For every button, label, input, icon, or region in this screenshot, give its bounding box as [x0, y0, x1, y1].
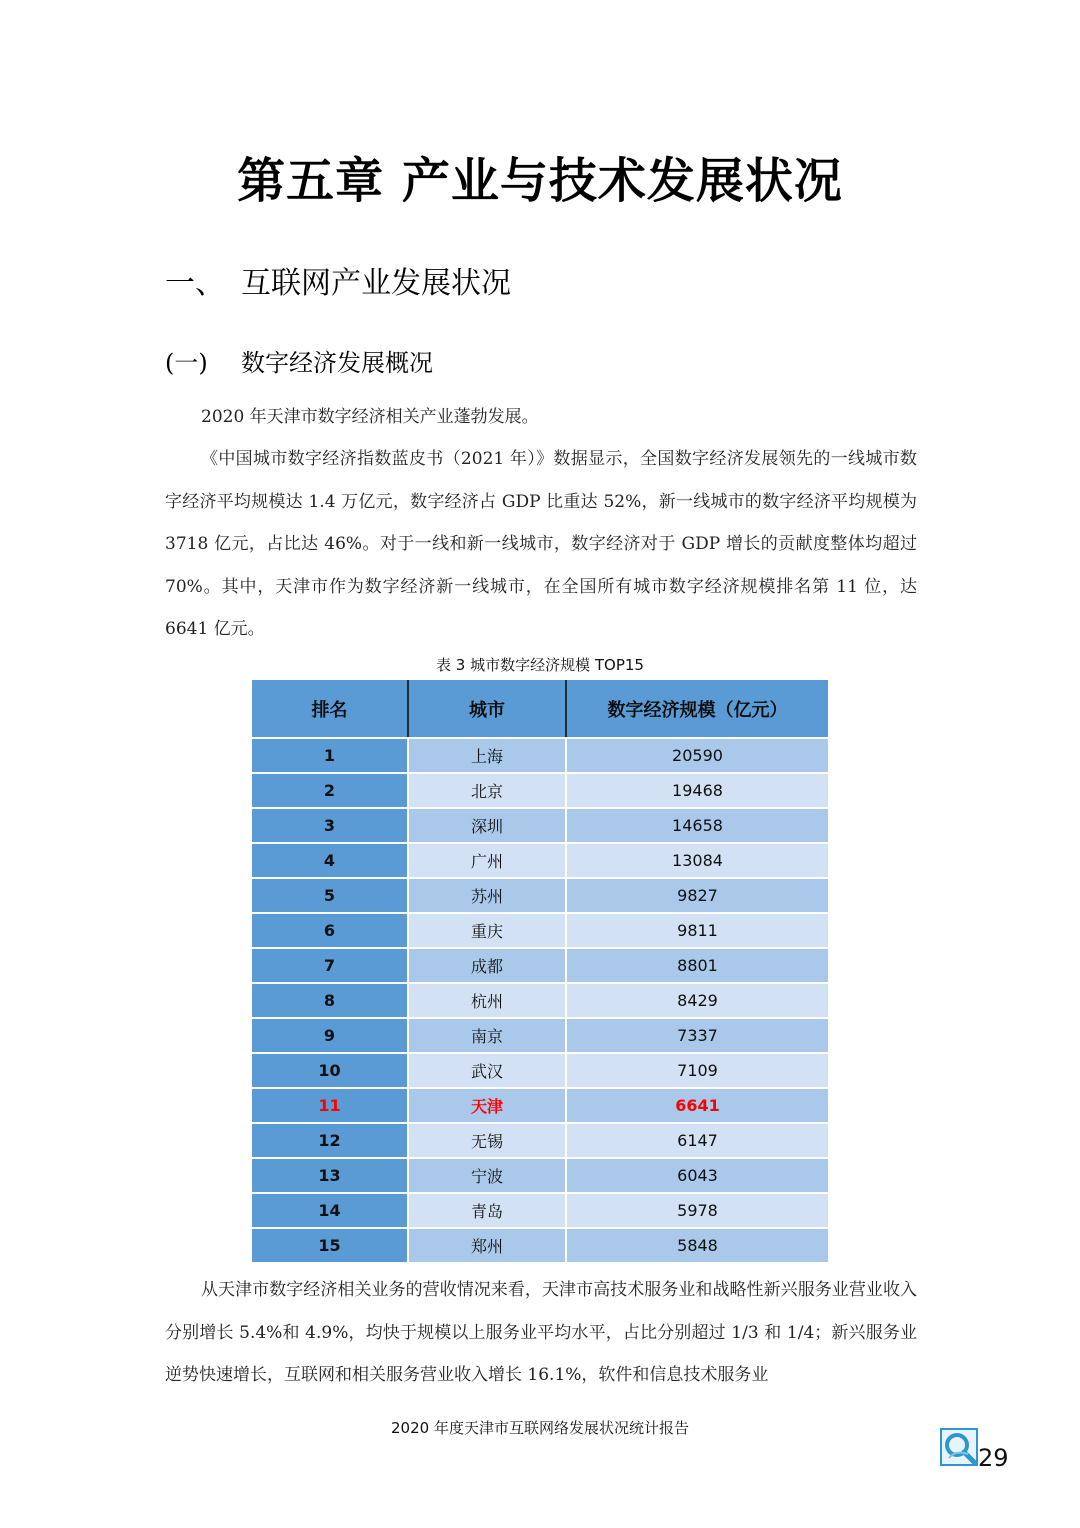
city-cell: 成都 — [408, 948, 566, 983]
rank-cell: 4 — [252, 843, 408, 878]
table-caption: 表 3 城市数字经济规模 TOP15 — [436, 656, 644, 674]
rank-cell: 11 — [252, 1088, 408, 1123]
value-cell: 6043 — [566, 1158, 828, 1193]
page-number: 29 — [978, 1444, 1009, 1472]
header-rank: 排名 — [252, 680, 408, 738]
value-cell: 9811 — [566, 913, 828, 948]
value-cell: 6147 — [566, 1123, 828, 1158]
section-title: 互联网产业发展状况 — [241, 266, 511, 301]
rank-cell: 13 — [252, 1158, 408, 1193]
header-city: 城市 — [408, 680, 566, 738]
rank-cell: 8 — [252, 983, 408, 1018]
city-cell: 杭州 — [408, 983, 566, 1018]
table-row — [252, 1193, 828, 1228]
value-cell: 7109 — [566, 1053, 828, 1088]
table-row — [252, 738, 828, 773]
value-cell: 19468 — [566, 773, 828, 808]
rank-cell: 12 — [252, 1123, 408, 1158]
city-digital-economy-table — [252, 680, 828, 1264]
city-cell: 郑州 — [408, 1228, 566, 1263]
table-header-row — [252, 680, 828, 738]
rank-cell: 9 — [252, 1018, 408, 1053]
table-row — [252, 773, 828, 808]
city-cell: 上海 — [408, 738, 566, 773]
value-cell: 5978 — [566, 1193, 828, 1228]
rank-cell: 6 — [252, 913, 408, 948]
subsection-heading — [165, 343, 433, 378]
rank-cell: 15 — [252, 1228, 408, 1263]
city-cell: 南京 — [408, 1018, 566, 1053]
value-cell: 9827 — [566, 878, 828, 913]
table-row — [252, 983, 828, 1018]
section-number: 一、 — [165, 266, 225, 301]
rank-cell: 1 — [252, 738, 408, 773]
value-cell: 5848 — [566, 1228, 828, 1263]
table-row — [252, 1228, 828, 1263]
magnifier-logo-icon — [940, 1428, 978, 1466]
value-cell: 7337 — [566, 1018, 828, 1053]
table-row — [252, 913, 828, 948]
paragraph-intro: 2020 年天津市数字经济相关产业蓬勃发展。 — [201, 407, 539, 427]
city-cell: 深圳 — [408, 808, 566, 843]
city-cell: 苏州 — [408, 878, 566, 913]
subsection-title: 数字经济发展概况 — [241, 349, 433, 377]
city-cell: 无锡 — [408, 1123, 566, 1158]
rank-cell: 5 — [252, 878, 408, 913]
value-cell: 13084 — [566, 843, 828, 878]
city-cell: 天津 — [408, 1088, 566, 1123]
table-row — [252, 948, 828, 983]
rank-cell: 3 — [252, 808, 408, 843]
section-heading — [165, 258, 511, 302]
value-cell: 20590 — [566, 738, 828, 773]
table-row — [252, 843, 828, 878]
table-row — [252, 808, 828, 843]
table-row — [252, 1123, 828, 1158]
rank-cell: 2 — [252, 773, 408, 808]
rank-cell: 10 — [252, 1053, 408, 1088]
footer-report-title: 2020 年度天津市互联网络发展状况统计报告 — [391, 1419, 689, 1437]
header-scale: 数字经济规模（亿元） — [566, 680, 828, 738]
value-cell: 14658 — [566, 808, 828, 843]
table-row — [252, 878, 828, 913]
table-row — [252, 1158, 828, 1193]
city-cell: 青岛 — [408, 1193, 566, 1228]
subsection-number: (一) — [165, 349, 208, 377]
value-cell: 8429 — [566, 983, 828, 1018]
table-row — [252, 1018, 828, 1053]
rank-cell: 7 — [252, 948, 408, 983]
city-cell: 重庆 — [408, 913, 566, 948]
rank-cell: 14 — [252, 1193, 408, 1228]
city-cell: 武汉 — [408, 1053, 566, 1088]
value-cell: 6641 — [566, 1088, 828, 1123]
table-row — [252, 1053, 828, 1088]
city-cell: 广州 — [408, 843, 566, 878]
chapter-title: 第五章 产业与技术发展状况 — [237, 153, 843, 209]
paragraph-bluebook: 《中国城市数字经济指数蓝皮书（2021 年）》数据显示，全国数字经济发展领先的一线城市数字经济平均规模达 1.4 万亿元，数字经济占 GDP 比重达 52%，新一线城市的数字经济平均规模为 3718 亿元，占比达 46%。对于一线和新一线城市，数字经济对于 GDP 增长的贡献度整体均超过 70%。其中，天津市作为数字经济新一线城市，在全国所有城市数字经济规模排名第 11 位，达 6641 亿元。 — [165, 449, 917, 639]
table-row — [252, 1088, 828, 1123]
value-cell: 8801 — [566, 948, 828, 983]
paragraph-revenue: 从天津市数字经济相关业务的营收情况来看，天津市高技术服务业和战略性新兴服务业营业收入分别增长 5.4%和 4.9%，均快于规模以上服务业平均水平，占比分别超过 1/3 和 1/4；新兴服务业逆势快速增长，互联网和相关服务营业收入增长 16.1%，软件和信息技术服务业 — [165, 1280, 917, 1385]
city-cell: 宁波 — [408, 1158, 566, 1193]
city-cell: 北京 — [408, 773, 566, 808]
table-body — [252, 738, 828, 1263]
